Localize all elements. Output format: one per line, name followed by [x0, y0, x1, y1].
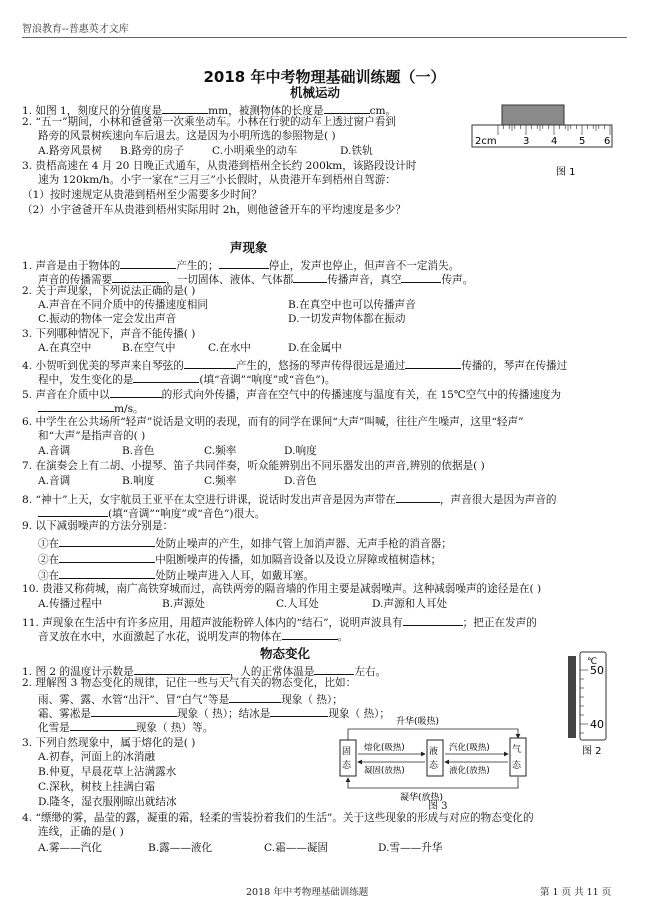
question-2-7-stem: 7. 在演奏会上有二胡、小提琴、笛子共同伴奏，听众能辨别出不同乐器发出的声音,辨别的依据是( ): [22, 460, 485, 472]
question-2-4-line1: 4. 小贺听到优美的琴声来自琴弦的 产生的，悠扬的琴声传得很远是通过 传播的，琴声在传播过: [22, 357, 567, 373]
question-2-6-line2: 和“大声”是指声音的( ): [38, 430, 146, 442]
question-2-9-sub3: ③在 处防止噪声进入人耳，如戴耳塞。: [38, 567, 314, 583]
question-2-9-sub2: ②在 中阻断噪声的传播，如加隔音设备以及设立屏障或植树造林；: [38, 551, 441, 567]
box-liquid-char2: 态: [429, 761, 439, 771]
question-2-10-stem: 10. 贵港又称荷城，南广高铁穿城而过，高铁两旁的隔音墙的作用主要是减弱噪声。这种减弱噪声的途径是在( ): [22, 583, 542, 595]
thermometer-unit: ℃: [587, 657, 598, 667]
question-2-1-line1: 1. 声音是由于物体的 产生的； 停止，发声也停止，但声音不一定消失。: [22, 257, 459, 273]
question-2-9-stem: 9. 以下减弱噪声的方法分别是：: [22, 520, 174, 532]
ruler-tick-6: 6: [604, 136, 611, 147]
question-3-3-stem: 3. 下列自然现象中，属于熔化的是( ): [22, 737, 196, 749]
question-2-8-line2: (填“音调”“响度”或“音色”)很大。: [38, 505, 265, 521]
question-2-2-options-cd: C.振动的物体一定会发出声音 D.一切发声物体都在振动: [38, 313, 406, 325]
ruler-unit-label: 2cm: [475, 136, 497, 147]
question-2-9-sub1: ①在 处防止噪声的产生，如排气管上加消声器、无声手枪的消音器；: [38, 535, 452, 551]
figure-2-caption: 图 2: [582, 746, 602, 757]
question-1-3-sub1: （1）按时速规定从贵港到梧州至少需要多少时间？: [22, 189, 262, 201]
ruler-tick-3: 3: [523, 136, 530, 147]
ruler-tick-5: 5: [579, 136, 586, 147]
arrow-sublimation: [348, 729, 518, 740]
question-3-3-option-a: A.初春，河面上的冰消融: [38, 751, 155, 763]
question-2-11-line2: 音叉放在水中，水面激起了水花，说明发声的物体在 。: [38, 628, 348, 644]
label-sublimation: 升华(吸热): [396, 717, 440, 727]
figure-1-caption: 图 1: [556, 167, 576, 178]
ruler-tick-4: 4: [551, 136, 558, 147]
page-title: 2018 年中考物理基础训练题（一）: [203, 68, 446, 86]
thermometer-column: [568, 656, 576, 738]
question-2-5-line1: 5. 声音在介质中以 的形式向外传播，声音在空气中的传播速度与温度有关，在 15℃空气中的传播速度为: [22, 386, 561, 402]
question-1-3-line1: 3. 贵梧高速在 4 月 20 日晚正式通车，从贵港到梧州全长约 200km，该路段设计时: [22, 160, 417, 172]
question-2-5-line2: m/s。: [38, 400, 144, 416]
label-liquefaction: 液化(放热): [449, 766, 490, 776]
question-1-2-line2: 路旁的风景树疾速向车后退去。这是因为小明所选的参照物是( ): [38, 130, 336, 142]
question-3-2-line1: 2. 理解图 3 物态变化的规律，记住一些与天气有关的物态变化，比如：: [22, 677, 357, 689]
figure-3-caption: 图 3: [428, 801, 448, 812]
section-title-states: 物态变化: [260, 646, 311, 661]
question-3-3-option-b: B.仲夏，早晨花草上沾满露水: [38, 766, 177, 778]
question-3-2-line3: 霜、雾凇是 现象（ 热）；结冰是 现象（ 热）；: [38, 705, 390, 721]
label-deposition: 凝华(放热): [400, 793, 444, 803]
question-1-2-options: A.路旁风景树 B.路旁的房子 C.小明乘坐的动车 D.铁轨: [38, 145, 373, 157]
footer-title: 2018 年中考物理基础训练题: [246, 887, 369, 898]
question-2-1-line2: 声音的传播需要 ，一切固体、液体、气体都 传播声音，真空 传声。: [38, 271, 473, 287]
box-solid-char2: 态: [342, 761, 352, 771]
question-1-1: 1. 如图 1，刻度尺的分值度是 mm，被测物体的长度是 cm。: [22, 102, 396, 118]
arrow-deposition: [348, 777, 518, 788]
header-divider: [22, 37, 627, 38]
label-vaporization: 汽化(吸热): [449, 743, 490, 753]
question-3-3-option-c: C.深秋，树枝上挂满白霜: [38, 781, 156, 793]
box-gas-char2: 态: [512, 761, 522, 771]
question-2-6-line1: 6. 中学生在公共场所“轻声”说话是文明的表现，而有的同学在课间“大声”叫喊，往往产生噪声，这里“轻声”: [22, 416, 524, 428]
question-2-11-line1: 11. 声现象在生活中有许多应用，用超声波能粉碎人体内的“结石”，说明声波具有 ；把正在发声的: [22, 614, 537, 630]
question-2-8-line1: 8. “神十”上天，女宇航员王亚平在太空进行讲课，说话时发出声音是因为声带在 ，声音很大是因为声音的: [22, 491, 556, 507]
label-melting: 熔化(吸热): [364, 743, 405, 753]
figure-2-thermometer: [560, 650, 630, 760]
figure-3-state-changes: [338, 714, 538, 808]
thermometer-tick-50: 50: [590, 664, 604, 677]
question-2-3-options: A.在真空中 B.在空气中 C.在水中 D.在金属中: [38, 342, 342, 354]
box-gas-char1: 气: [512, 745, 522, 755]
footer-page-number: 第 1 页 共 11 页: [540, 887, 612, 898]
question-3-3-option-d: D.隆冬，湿衣服刚晾出就结冰: [38, 796, 177, 808]
question-1-3-sub2: （2）小宇爸爸开车从贵港到梧州实际用时 2h，则他爸爸开车的平均速度是多少？: [22, 204, 406, 216]
question-3-2-line2: 雨、雾、露、水管“出汗”、冒“白气”等是 现象（ 热）；: [38, 691, 343, 707]
question-2-4-line2: 程中，发生变化的是 (填“音调”“响度”或“音色”)。: [38, 371, 335, 387]
measured-object: [502, 105, 564, 125]
box-liquid-char1: 液: [429, 747, 439, 757]
question-3-2-line4: 化雪是 现象（ 热）等。: [38, 719, 213, 735]
label-freezing: 凝固(放热): [364, 766, 405, 776]
question-2-2-options-ab: A.声音在不同介质中的传播速度相同 B.在真空中也可以传播声音: [38, 299, 416, 311]
box-solid-char1: 固: [342, 747, 352, 757]
question-2-6-options: A.音调 B.音色 C.频率 D.响度: [38, 445, 317, 457]
thermometer-tick-40: 40: [590, 718, 604, 731]
question-2-3-stem: 3. 下列哪种情况下，声音不能传播( ): [22, 328, 196, 340]
question-3-4-options: A.雾——汽化 B.露——液化 C.霜——凝固 D.雪——升华: [38, 842, 443, 854]
question-2-7-options: A.音调 B.响度 C.频率 D.音色: [38, 475, 317, 487]
question-3-1: 1. 图 2 的温度计示数是 ，人的正常体温是 左右。: [22, 663, 386, 679]
section-title-sound: 声现象: [230, 240, 268, 255]
question-3-4-line1: 4. “缥缈的雾，晶莹的露，凝重的霜，轻柔的雪装扮着我们的生活”。关于这些现象的形成与对应的物态变化的: [22, 812, 534, 824]
header-org: 智浪教育--普惠英才文库: [22, 24, 129, 35]
question-1-2-line1: 2. “五一”期间，小林和爸爸第一次乘坐动车。小林在行驶的动车上透过窗户看到: [22, 116, 396, 128]
question-2-2-stem: 2. 关于声现象，下列说法正确的是( ): [22, 285, 196, 297]
question-3-4-line2: 连线，正确的是( ): [38, 826, 124, 838]
section-title-mechanics: 机械运动: [290, 85, 341, 100]
question-1-3-line2: 速为 120km/h。小宇一家在“三月三”小长假时，从贵港开车到梧州自驾游：: [38, 174, 396, 186]
figure-1-ruler: [470, 103, 620, 183]
question-2-10-options: A.传播过程中 B.声源处 C.人耳处 D.声源和人耳处: [38, 598, 448, 610]
